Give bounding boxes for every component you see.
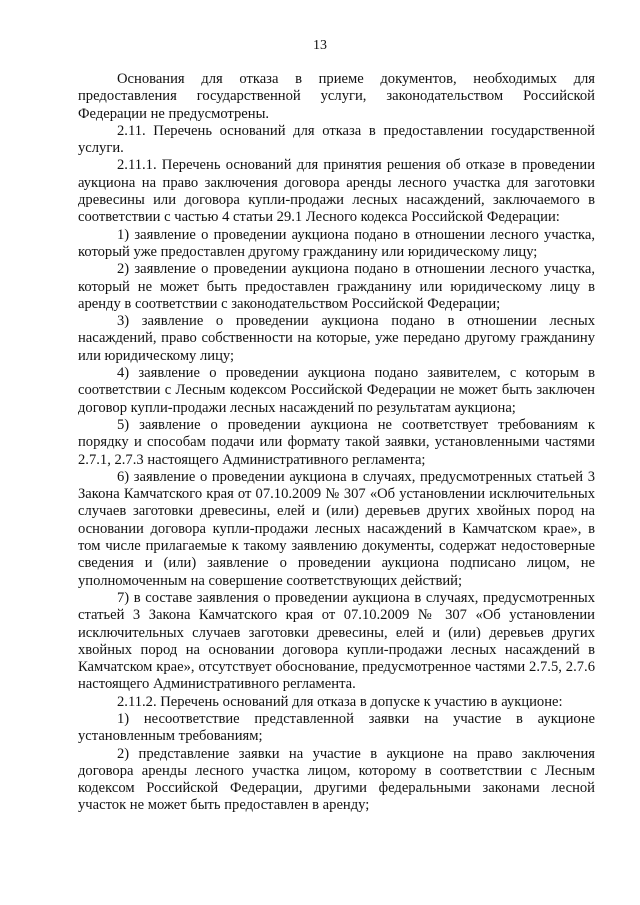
list-item-2: 2) заявление о проведении аукциона подано в отношении лесного участка, который не может быть предоставлен гражданину или юридическому лицу в аренду в соответствии с законодательством Российской Федерации; xyxy=(78,261,595,312)
paragraph-2-11-1: 2.11.1. Перечень оснований для принятия решения об отказе в проведении аукциона на право заключения договора аренды лесного участка для заготовки древесины или договора купли-продажи лесных насаждений, заключаемого в соответствии с частью 4 статьи 29.1 Лесного кодекса Российской Федерации: xyxy=(78,157,595,226)
paragraph-2-11-heading: 2.11. Перечень оснований для отказа в предоставлении государственной услуги. xyxy=(78,122,595,157)
list-item-5: 5) заявление о проведении аукциона не соответствует требованиям к порядку и способам подачи или формату такой заявки, установленными частями 2.7.1, 2.7.3 настоящего Административного регламента; xyxy=(78,416,595,468)
list-item-6: 6) заявление о проведении аукциона в случаях, предусмотренных статьей 3 Закона Камчатского края от 07.10.2009 № 307 «Об установлении исключительных случаев заготовки древесины, елей и (или) деревьев других хвойных пород на основании договора купли-продажи лесных насаждений в Камчатском крае», в том числе прилагаемые к такому заявлению документы, содержат недостоверные сведения и (или) заявление о проведении аукциона подписано лицом, не уполномоченным на совершение соответствующих действий; xyxy=(78,468,595,589)
list-item-2-1: 1) несоответствие представленной заявки на участие в аукционе установленным требованиям; xyxy=(78,710,595,745)
list-item-1: 1) заявление о проведении аукциона подано в отношении лесного участка, который уже предоставлен другому гражданину или юридическому лицу; xyxy=(78,226,595,260)
document-body xyxy=(78,71,595,815)
page-number: 13 xyxy=(313,38,327,53)
paragraph-2-11-2: 2.11.2. Перечень оснований для отказа в допуске к участию в аукционе: xyxy=(117,693,563,710)
list-item-4: 4) заявление о проведении аукциона подано заявителем, с которым в соответствии с Лесным кодексом Российской Федерации не может быть заключен договор купли-продажи лесных насаждений по результатам аукциона; xyxy=(78,365,595,416)
list-item-7: 7) в составе заявления о проведении аукциона в случаях, предусмотренных статьей 3 Закона Камчатского края от 07.10.2009 № 307 «Об установлении исключительных случаев заготовки древесины, елей и (или) деревьев других хвойных пород на основании договора купли-продажи лесных насаждений в Камчатском крае», отсутствует обоснование, предусмотренное частями 2.7.5, 2.7.6 настоящего Административного регламента. xyxy=(78,589,595,693)
list-item-2-2: 2) представление заявки на участие в аукционе на право заключения договора аренды лесного участка лицом, которому в соответствии с Лесным кодексом Российской Федерации, другими федеральными законами лесной участок не может быть предоставлен в аренду; xyxy=(78,745,595,814)
list-item-3: 3) заявление о проведении аукциона подано в отношении лесных насаждений, право собственности на которые, уже передано другому гражданину или юридическому лицу; xyxy=(78,313,595,364)
paragraph-no-grounds-refusal-documents: Основания для отказа в приеме документов, необходимых для предоставления государственной услуги, законодательством Российской Федерации не предусмотрены. xyxy=(78,71,595,122)
